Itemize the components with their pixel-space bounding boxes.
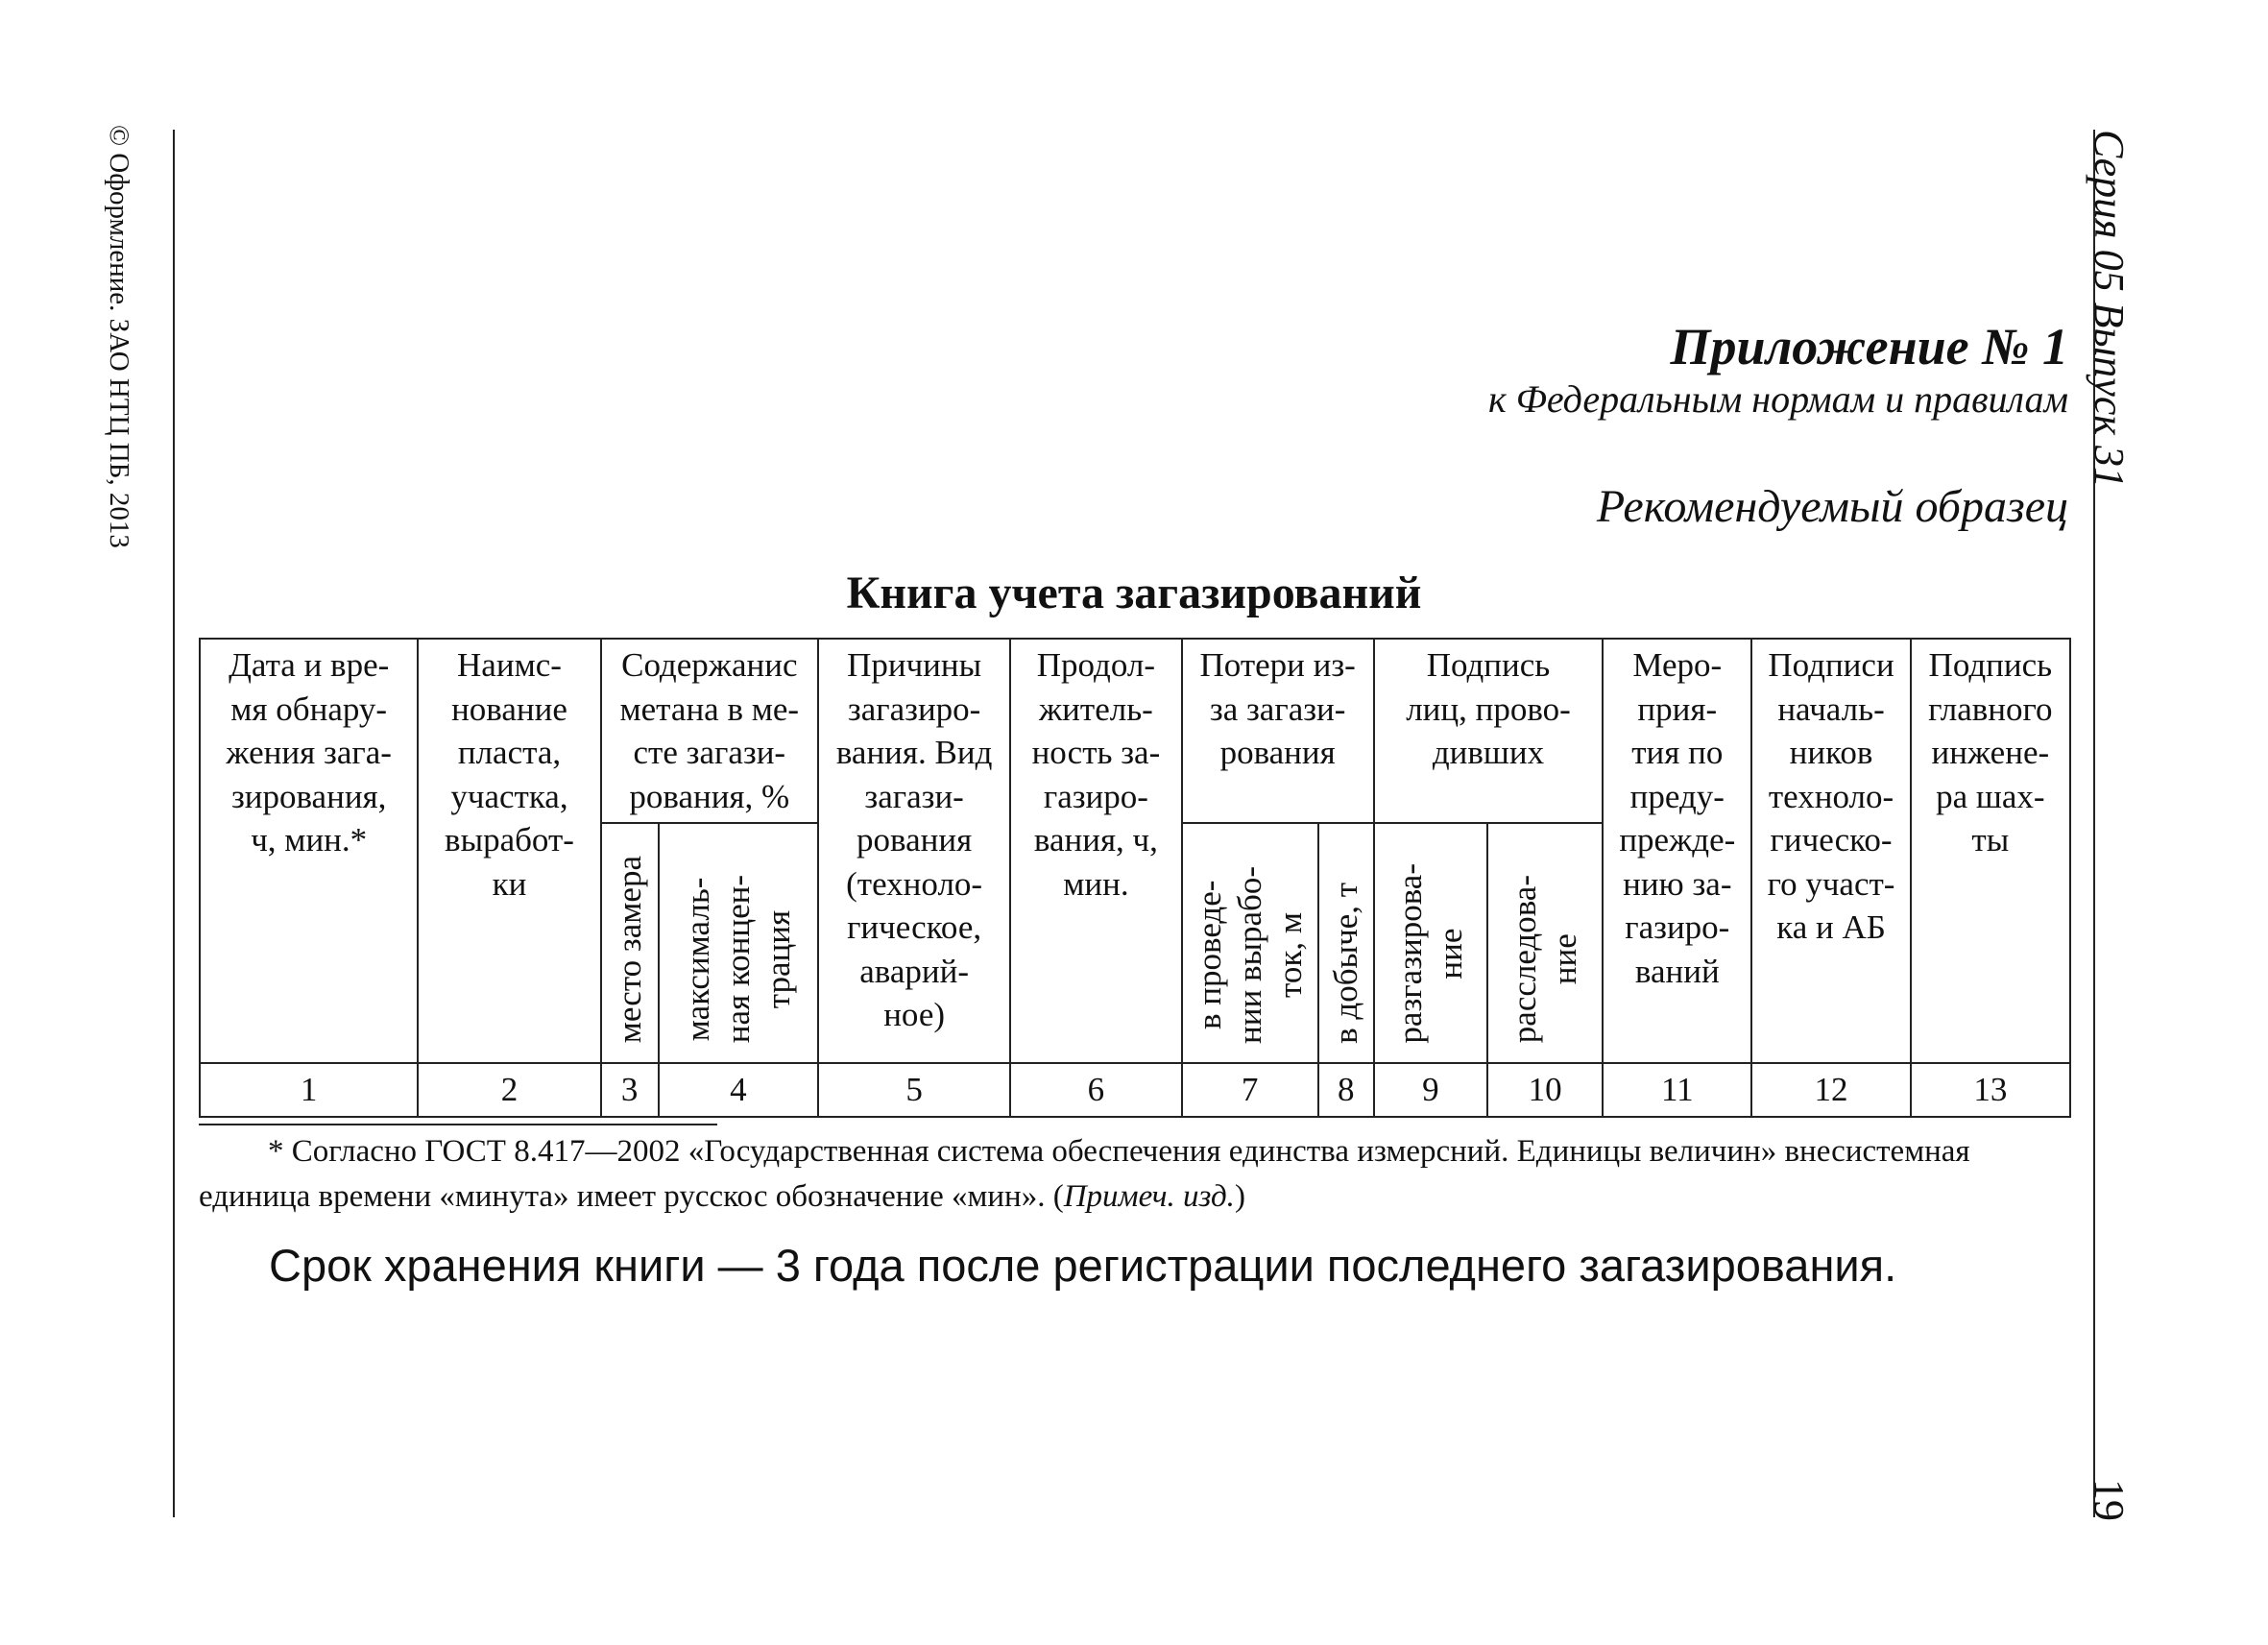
series-label: Серия 05 Выпуск 31	[2086, 130, 2133, 488]
header-degassing: разгазирова- ние	[1374, 823, 1487, 1063]
header-measure-point: место замера	[601, 823, 659, 1063]
header-chief-engineer: Подпись главного инжене- ра шах- ты	[1911, 639, 2070, 1063]
column-number: 5	[818, 1063, 1010, 1117]
document-title: Книга учета загазирований	[846, 568, 1422, 618]
header-causes: Причины загазиро- вания. Вид загази- рования (техноло- гическое, аварий- ное)	[818, 639, 1010, 1063]
header-signatures: Подпись лиц, прово- дивших	[1374, 639, 1603, 823]
header-row-1	[200, 639, 2070, 823]
appendix-title: Приложение № 1	[1670, 318, 2068, 375]
header-methane-content: Содержанис метана в ме- сте загази- рования, %	[601, 639, 818, 823]
column-number: 10	[1487, 1063, 1603, 1117]
column-number: 8	[1318, 1063, 1374, 1117]
column-number: 3	[601, 1063, 659, 1117]
retention-note: Срок хранения книги — 3 года после регистрации последнего загазирования.	[269, 1240, 1897, 1291]
column-number: 9	[1374, 1063, 1487, 1117]
header-chief-signatures: Подписи началь- ников техноло- гическо- го участ- ка и АБ	[1751, 639, 1910, 1063]
column-number: 4	[659, 1063, 818, 1117]
column-number: 6	[1010, 1063, 1181, 1117]
appendix-subtitle: к Федеральным нормам и правилам	[1488, 377, 2068, 421]
header-losses-production: в добыче, т	[1318, 823, 1374, 1063]
column-number: 2	[418, 1063, 600, 1117]
header-losses-workings: в проведе- нии вырабо- ток, м	[1182, 823, 1318, 1063]
header-seam-name: Наимс- нование пласта, участка, выработ- ки	[418, 639, 600, 1063]
footnote	[199, 1129, 2071, 1220]
copyright-note: © Оформление. ЗАО НТЦ ПБ, 2013	[104, 125, 134, 548]
header-losses: Потери из- за загази- рования	[1182, 639, 1374, 823]
footnote-text: * Согласно ГОСТ 8.417—2002 «Государственная система обеспечения единства измерсний. Единицы величин» внесистемная единица времени «минута» имеет русскос обозначение «мин». (	[199, 1134, 1970, 1214]
gas-log-table	[199, 638, 2071, 1118]
header-measures: Меро- прия- тия по преду- прежде- нию за- газиро- ваний	[1603, 639, 1751, 1063]
left-margin-rule	[173, 130, 175, 1517]
header-date-time: Дата и вре- мя обнару- жения зага- зирования, ч, мин.*	[200, 639, 418, 1063]
header-max-concentration: максималь- ная концен- трация	[659, 823, 818, 1063]
column-number: 7	[1182, 1063, 1318, 1117]
footnote-editor-note: Примеч. изд.	[1063, 1178, 1235, 1214]
footnote-rule	[199, 1124, 717, 1125]
column-number: 11	[1603, 1063, 1751, 1117]
header-duration: Продол- житель- ность за- газиро- вания, ч, мин.	[1010, 639, 1181, 1063]
column-number: 1	[200, 1063, 418, 1117]
column-numbers-row	[200, 1063, 2070, 1117]
footnote-close: )	[1234, 1178, 1245, 1214]
column-number: 12	[1751, 1063, 1910, 1117]
header-investigation: расследова- ние	[1487, 823, 1603, 1063]
column-number: 13	[1911, 1063, 2070, 1117]
recommended-sample-label: Рекомендуемый образец	[1596, 481, 2068, 532]
page-number: 19	[2086, 1479, 2133, 1521]
